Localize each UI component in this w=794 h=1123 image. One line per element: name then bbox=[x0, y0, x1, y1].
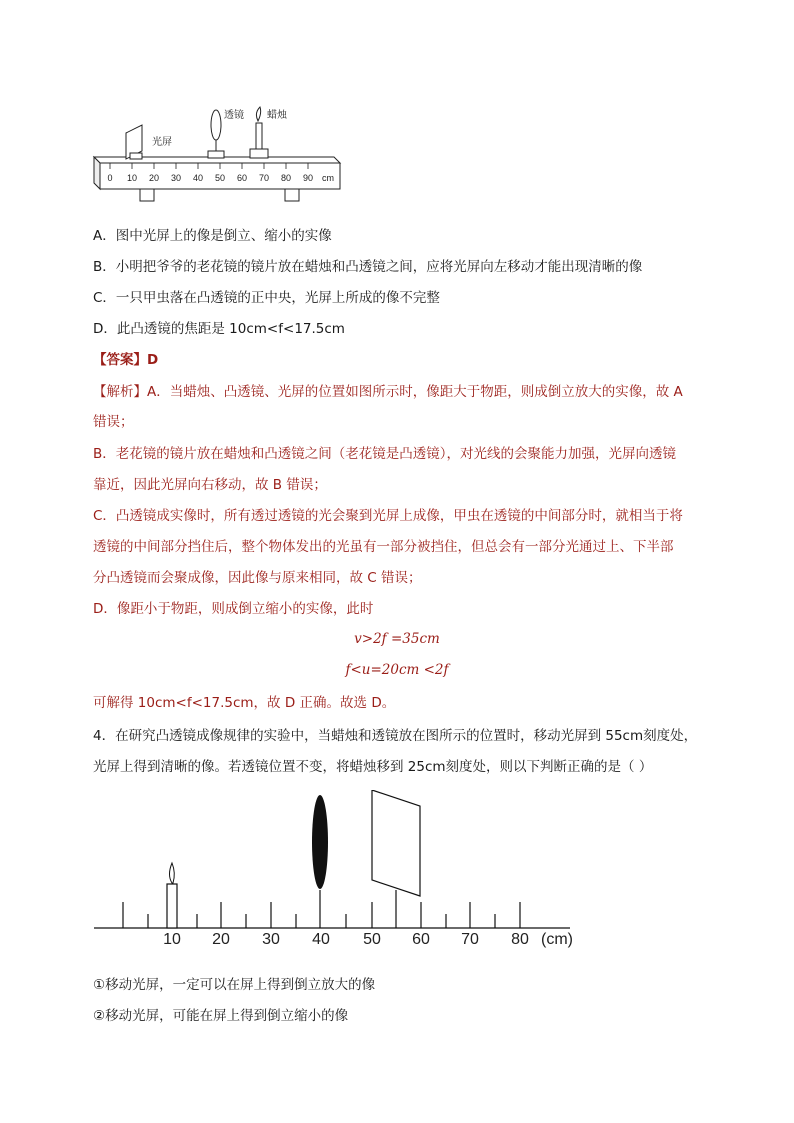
lens-setup-figure bbox=[90, 790, 610, 950]
convex-lens bbox=[312, 795, 328, 889]
tick-label: 90 bbox=[302, 173, 314, 183]
tick-label: 40 bbox=[192, 173, 204, 183]
conclusion: 可解得 10cm<f<17.5cm，故 D 正确。故选 D。 bbox=[93, 695, 396, 711]
tick-label: 20 bbox=[212, 931, 230, 948]
tick-label: 80 bbox=[511, 931, 529, 948]
analysis-line: 透镜的中间部分挡住后，整个物体发出的光虽有一部分被挡住，但总会有一部分光通过上、下半部 bbox=[93, 539, 674, 555]
q4-stem-line2: 光屏上得到清晰的像。若透镜位置不变，将蜡烛移到 25cm刻度处，则以下判断正确的是（ ） bbox=[93, 759, 653, 775]
tick-label: 40 bbox=[312, 931, 330, 948]
q4-option-1: ①移动光屏，一定可以在屏上得到倒立放大的像 bbox=[93, 977, 376, 993]
light-screen bbox=[372, 790, 420, 896]
q4-stem-line1: 4．在研究凸透镜成像规律的实验中，当蜡烛和透镜放在图所示的位置时，移动光屏到 55cm刻度处， bbox=[93, 728, 698, 744]
analysis-line: 分凸透镜而会聚成像，因此像与原来相同，故 C 错误； bbox=[93, 570, 422, 586]
option-c: C．一只甲虫落在凸透镜的正中央，光屏上所成的像不完整 bbox=[93, 290, 440, 306]
tick-label: 0 bbox=[107, 173, 113, 183]
scale-labels bbox=[163, 931, 573, 948]
tick-label: 60 bbox=[236, 173, 248, 183]
tick-label: 70 bbox=[461, 931, 479, 948]
tick-label: 20 bbox=[148, 173, 160, 183]
analysis-line: 错误； bbox=[93, 414, 134, 430]
candle bbox=[250, 107, 268, 158]
analysis-line: C．凸透镜成实像时，所有透过透镜的光会聚到光屏上成像，甲虫在透镜的中间部分时，就相当于将 bbox=[93, 508, 683, 524]
unit-label: (cm) bbox=[541, 931, 573, 948]
option-d: D．此凸透镜的焦距是 10cm<f<17.5cm bbox=[93, 321, 345, 337]
screen-label: 光屏 bbox=[152, 137, 172, 148]
tick-label: cm bbox=[322, 173, 334, 183]
tick-label: 50 bbox=[363, 931, 381, 948]
answer: 【答案】D bbox=[93, 352, 159, 368]
analysis-line: B．老花镜的镜片放在蜡烛和凸透镜之间（老花镜是凸透镜），对光线的会聚能力加强，光屏向透镜 bbox=[93, 446, 677, 462]
option-b: B．小明把爷爷的老花镜的镜片放在蜡烛和凸透镜之间，应将光屏向左移动才能出现清晰的像 bbox=[93, 259, 643, 275]
candle bbox=[167, 863, 177, 928]
q4-option-2: ②移动光屏，可能在屏上得到倒立缩小的像 bbox=[93, 1008, 349, 1024]
lens-label: 透镜 bbox=[224, 110, 244, 121]
tick-label: 30 bbox=[170, 173, 182, 183]
tick-label: 10 bbox=[126, 173, 138, 183]
tick-label: 60 bbox=[412, 931, 430, 948]
tick-label: 80 bbox=[280, 173, 292, 183]
analysis-line: 【解析】A．当蜡烛、凸透镜、光屏的位置如图所示时，像距大于物距，则成倒立放大的实像，故 A bbox=[93, 384, 683, 400]
formula-1: v>2f =35cm bbox=[354, 631, 440, 647]
analysis-line: 靠近，因此光屏向右移动，故 B 错误； bbox=[93, 477, 327, 493]
tick-label: 30 bbox=[262, 931, 280, 948]
convex-lens bbox=[208, 110, 224, 158]
formula-2: f<u=20cm <2f bbox=[345, 662, 449, 678]
tick-label: 50 bbox=[214, 173, 226, 183]
analysis-line: D．像距小于物距，则成倒立缩小的实像，此时 bbox=[93, 601, 374, 617]
candle-label: 蜡烛 bbox=[267, 110, 287, 121]
tick-label: 10 bbox=[163, 931, 181, 948]
light-screen bbox=[126, 125, 142, 159]
optical-bench-figure bbox=[90, 105, 350, 210]
option-a: A．图中光屏上的像是倒立、缩小的实像 bbox=[93, 228, 332, 244]
tick-label: 70 bbox=[258, 173, 270, 183]
